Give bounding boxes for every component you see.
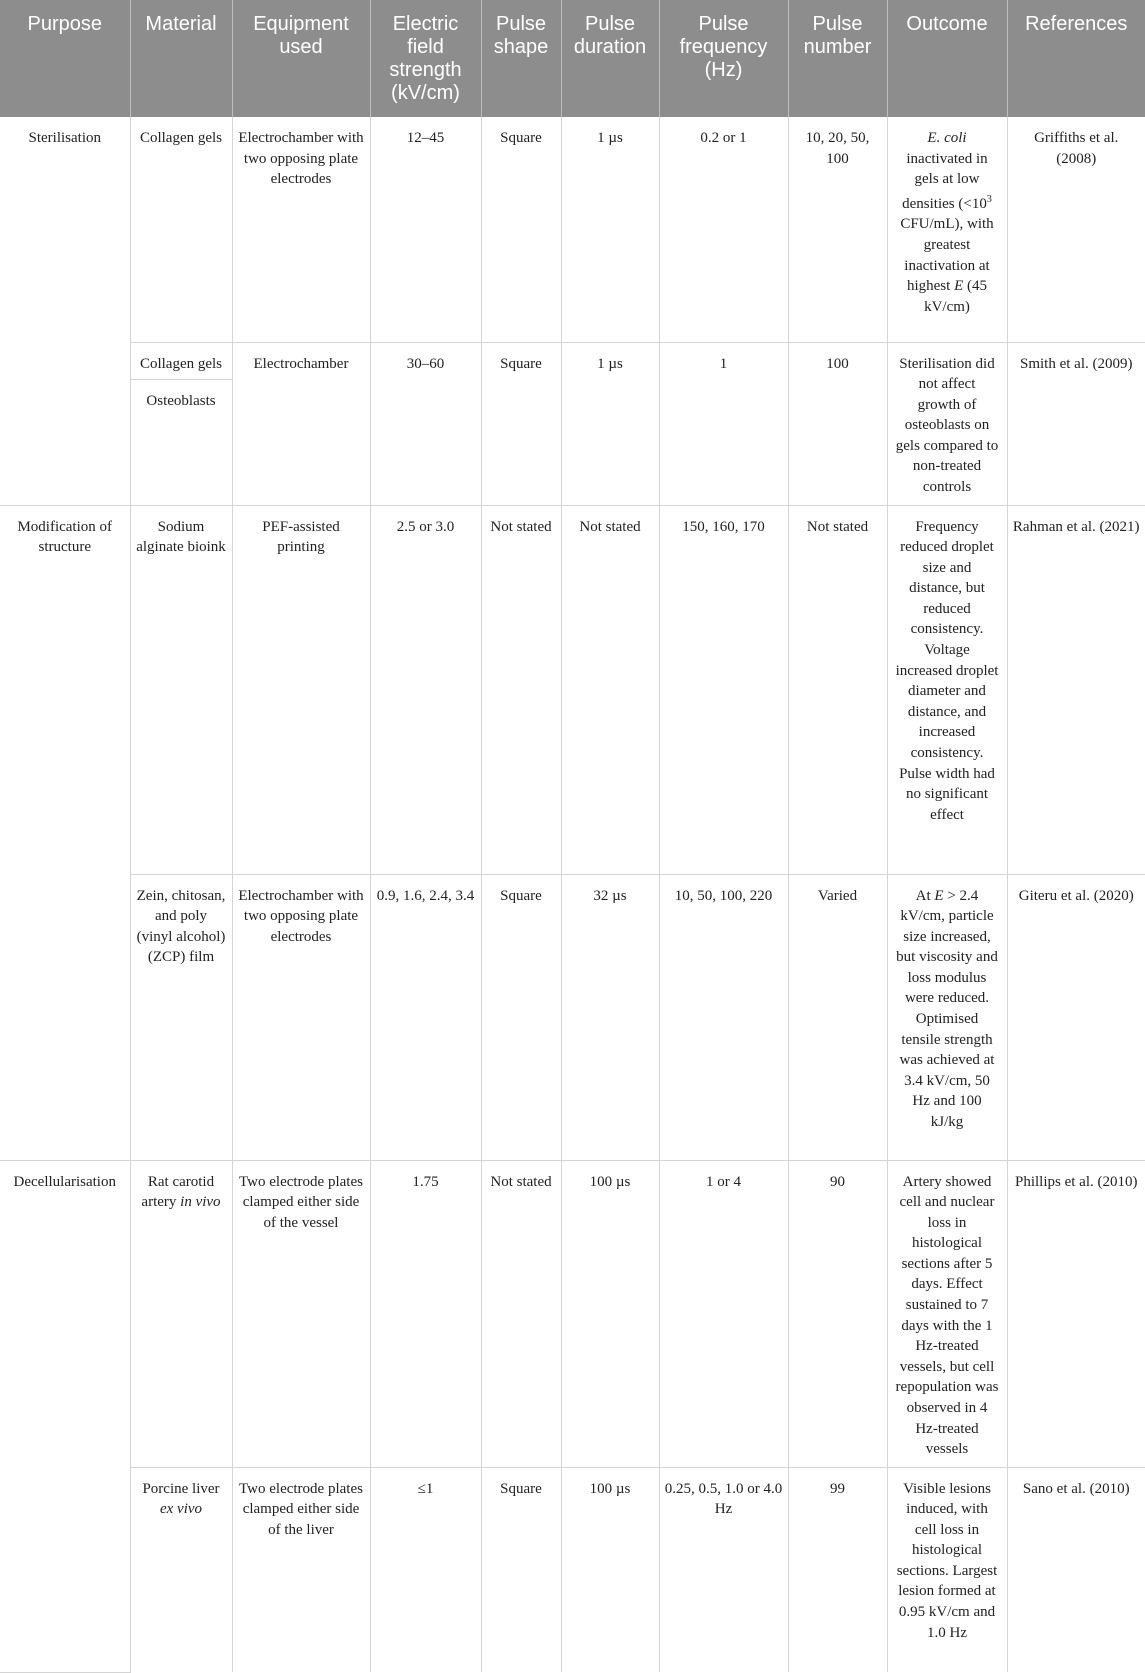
outcome-cell: Artery showed cell and nuclear loss in histological sections after 5 days. Effect sustained to 7 days with the 1 Hz-treated vessels, but cell repopulation was observed in 4 Hz-treated vessels xyxy=(887,1160,1007,1467)
reference-cell: Giteru et al. (2020) xyxy=(1007,874,1145,1160)
pulse-shape-cell: Square xyxy=(481,1467,561,1672)
equipment-cell: Electrochamber with two opposing plate electrodes xyxy=(232,117,370,342)
table-row xyxy=(0,505,1145,874)
header-pulse-frequency: Pulse frequency (Hz) xyxy=(659,0,788,117)
purpose-cell: Sterilisation xyxy=(28,130,101,146)
outcome-italic: E. coli xyxy=(927,130,967,146)
equipment-cell: Two electrode plates clamped either side of the vessel xyxy=(232,1160,370,1467)
purpose-cell: Decellularisation xyxy=(13,1173,116,1190)
header-field-strength: Electric field strength (kV/cm) xyxy=(370,0,481,117)
pulse-frequency-cell: 150, 160, 170 xyxy=(659,505,788,874)
header-row xyxy=(0,0,1145,117)
material-sub-cell: Collagen gels xyxy=(139,355,223,372)
table-row xyxy=(0,1160,1145,1467)
material-italic: in vivo xyxy=(180,1194,221,1211)
field-strength-cell: 12–45 xyxy=(370,117,481,342)
header-pulse-number: Pulse number xyxy=(788,0,887,117)
header-pulse-shape: Pulse shape xyxy=(481,0,561,117)
outcome-text: At xyxy=(915,887,935,904)
header-outcome: Outcome xyxy=(887,0,1007,117)
pulse-number-cell: 90 xyxy=(788,1160,887,1467)
pulse-number-cell: Not stated xyxy=(788,505,887,874)
pulse-frequency-cell: 0.2 or 1 xyxy=(659,117,788,342)
equipment-cell: PEF-assisted printing xyxy=(232,505,370,874)
material-cell: Sodium alginate bioink xyxy=(130,505,232,874)
header-equipment: Equipment used xyxy=(232,0,370,117)
material-cell: Collagen gels xyxy=(130,117,232,342)
purpose-cell: Modification of structure xyxy=(17,518,113,556)
reference-cell: Rahman et al. (2021) xyxy=(1007,505,1145,874)
reference-cell: Smith et al. (2009) xyxy=(1007,342,1145,505)
table-row xyxy=(0,117,1145,342)
pulse-shape-cell: Square xyxy=(481,342,561,505)
table-row xyxy=(0,1467,1145,1672)
outcome-cell xyxy=(887,117,1007,342)
pulse-number-cell: 100 xyxy=(788,342,887,505)
header-references: References xyxy=(1007,0,1145,117)
pulse-shape-cell: Square xyxy=(481,874,561,1160)
header-purpose: Purpose xyxy=(27,13,102,35)
pulse-duration-cell: 1 µs xyxy=(561,342,659,505)
outcome-cell xyxy=(887,874,1007,1160)
pulse-frequency-cell: 1 xyxy=(659,342,788,505)
purpose-cell xyxy=(0,874,130,1160)
outcome-text: inactivated in gels at low densities (<10 xyxy=(902,150,988,212)
equipment-cell: Two electrode plates clamped either side of the liver xyxy=(232,1467,370,1672)
pulse-duration-cell: 100 µs xyxy=(561,1160,659,1467)
material-text: Rat carotid artery xyxy=(141,1173,215,1211)
material-cell xyxy=(130,342,232,505)
table-row xyxy=(0,874,1145,1160)
pulse-frequency-cell: 0.25, 0.5, 1.0 or 4.0 Hz xyxy=(659,1467,788,1672)
equipment-cell: Electrochamber xyxy=(232,342,370,505)
field-strength-cell: 30–60 xyxy=(370,342,481,505)
material-italic: ex vivo xyxy=(159,1501,203,1518)
outcome-superscript: 3 xyxy=(986,193,992,205)
pulse-frequency-cell: 1 or 4 xyxy=(659,1160,788,1467)
reference-cell: Griffiths et al. (2008) xyxy=(1007,117,1145,342)
pulse-number-cell: Varied xyxy=(788,874,887,1160)
outcome-text: > 2.4 kV/cm, particle size increased, but viscosity and loss modulus were reduced. Optimised tensile strength was achieved at 3.4 kV/cm, 50 Hz and 100 kJ/kg xyxy=(896,887,998,1131)
outcome-cell: Visible lesions induced, with cell loss in histological sections. Largest lesion formed at 0.95 kV/cm and 1.0 Hz xyxy=(887,1467,1007,1672)
pulse-shape-cell: Not stated xyxy=(481,1160,561,1467)
outcome-text: (45 kV/cm) xyxy=(924,278,987,315)
field-strength-cell: 1.75 xyxy=(370,1160,481,1467)
pulse-shape-cell: Square xyxy=(481,117,561,342)
material-sub-cell: Osteoblasts xyxy=(131,379,232,420)
outcome-cell: Frequency reduced droplet size and distance, but reduced consistency. Voltage increased droplet diameter and distance, and increased consistency. Pulse width had no significant effect xyxy=(887,505,1007,874)
purpose-cell xyxy=(0,1467,130,1672)
table-row xyxy=(0,342,1145,505)
material-cell: Zein, chitosan, and poly (vinyl alcohol) (ZCP) film xyxy=(130,874,232,1160)
field-strength-cell: ≤1 xyxy=(370,1467,481,1672)
pulse-number-cell: 99 xyxy=(788,1467,887,1672)
outcome-italic: E xyxy=(954,278,964,295)
outcome-cell: Sterilisation did not affect growth of osteoblasts on gels compared to non-treated controls xyxy=(887,342,1007,505)
equipment-cell: Electrochamber with two opposing plate electrodes xyxy=(232,874,370,1160)
material-cell xyxy=(130,1160,232,1467)
pulse-duration-cell: 32 µs xyxy=(561,874,659,1160)
header-pulse-duration: Pulse duration xyxy=(561,0,659,117)
field-strength-cell: 0.9, 1.6, 2.4, 3.4 xyxy=(370,874,481,1160)
outcome-italic: E xyxy=(934,887,944,904)
pulse-number-cell: 10, 20, 50, 100 xyxy=(788,117,887,342)
reference-cell: Phillips et al. (2010) xyxy=(1007,1160,1145,1467)
outcome-text: CFU/mL), with greatest inactivation at highest xyxy=(900,216,994,295)
pulse-duration-cell: 100 µs xyxy=(561,1467,659,1672)
field-strength-cell: 2.5 or 3.0 xyxy=(370,505,481,874)
pulse-duration-cell: Not stated xyxy=(561,505,659,874)
header-material: Material xyxy=(130,0,232,117)
pulse-frequency-cell: 10, 50, 100, 220 xyxy=(659,874,788,1160)
purpose-cell xyxy=(0,342,130,505)
pulse-duration-cell: 1 µs xyxy=(561,117,659,342)
material-cell xyxy=(130,1467,232,1672)
reference-cell: Sano et al. (2010) xyxy=(1007,1467,1145,1672)
pulse-shape-cell: Not stated xyxy=(481,505,561,874)
material-text: Porcine liver xyxy=(142,1480,220,1497)
